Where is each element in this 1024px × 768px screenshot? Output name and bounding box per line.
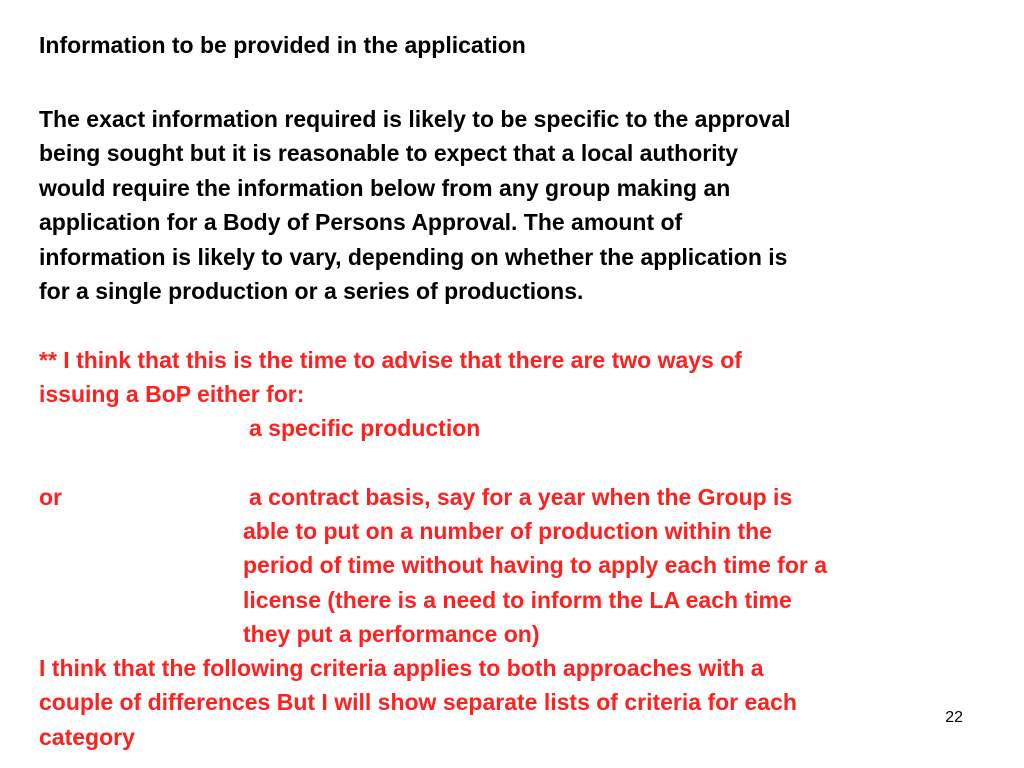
body-line: The exact information required is likely to be specific to the approval <box>39 106 791 132</box>
page-number: 22 <box>945 709 963 726</box>
note-option-specific-production <box>249 411 1024 445</box>
body-line: would require the information below from any group making an <box>39 174 731 201</box>
option2-line: license (there is a need to inform the LA each time <box>243 586 792 613</box>
body-line: being sought but it is reasonable to expect that a local authority <box>39 140 739 167</box>
closing-line: couple of differences But I will show separate lists of criteria for each <box>39 689 797 716</box>
note-option-contract-basis <box>249 480 1024 514</box>
slide-heading: Information to be provided in the application <box>39 32 526 58</box>
note-option-contract-continued <box>243 514 1024 652</box>
note-intro-line: issuing a BoP either for: <box>39 381 305 408</box>
body-line: information is likely to vary, depending on whether the application is <box>39 243 788 270</box>
option2-line: they put a performance on) <box>243 621 540 648</box>
note-closing <box>39 651 999 754</box>
option2-line: period of time without having to apply each time for a <box>243 552 827 579</box>
body-paragraph <box>39 102 999 308</box>
note-intro-line: ** I think that this is the time to advise that there are two ways of <box>39 347 742 373</box>
note-intro <box>39 343 999 412</box>
option1-text: a specific production <box>249 415 481 441</box>
option2-line: able to put on a number of production within the <box>243 518 772 544</box>
closing-line: category <box>39 723 135 750</box>
body-line: application for a Body of Persons Approval. The amount of <box>39 209 683 236</box>
closing-line: I think that the following criteria applies to both approaches with a <box>39 655 764 681</box>
body-line: for a single production or a series of productions. <box>39 278 584 305</box>
option2-first-line: a contract basis, say for a year when the Group is <box>249 484 793 510</box>
or-label: or <box>39 484 62 510</box>
